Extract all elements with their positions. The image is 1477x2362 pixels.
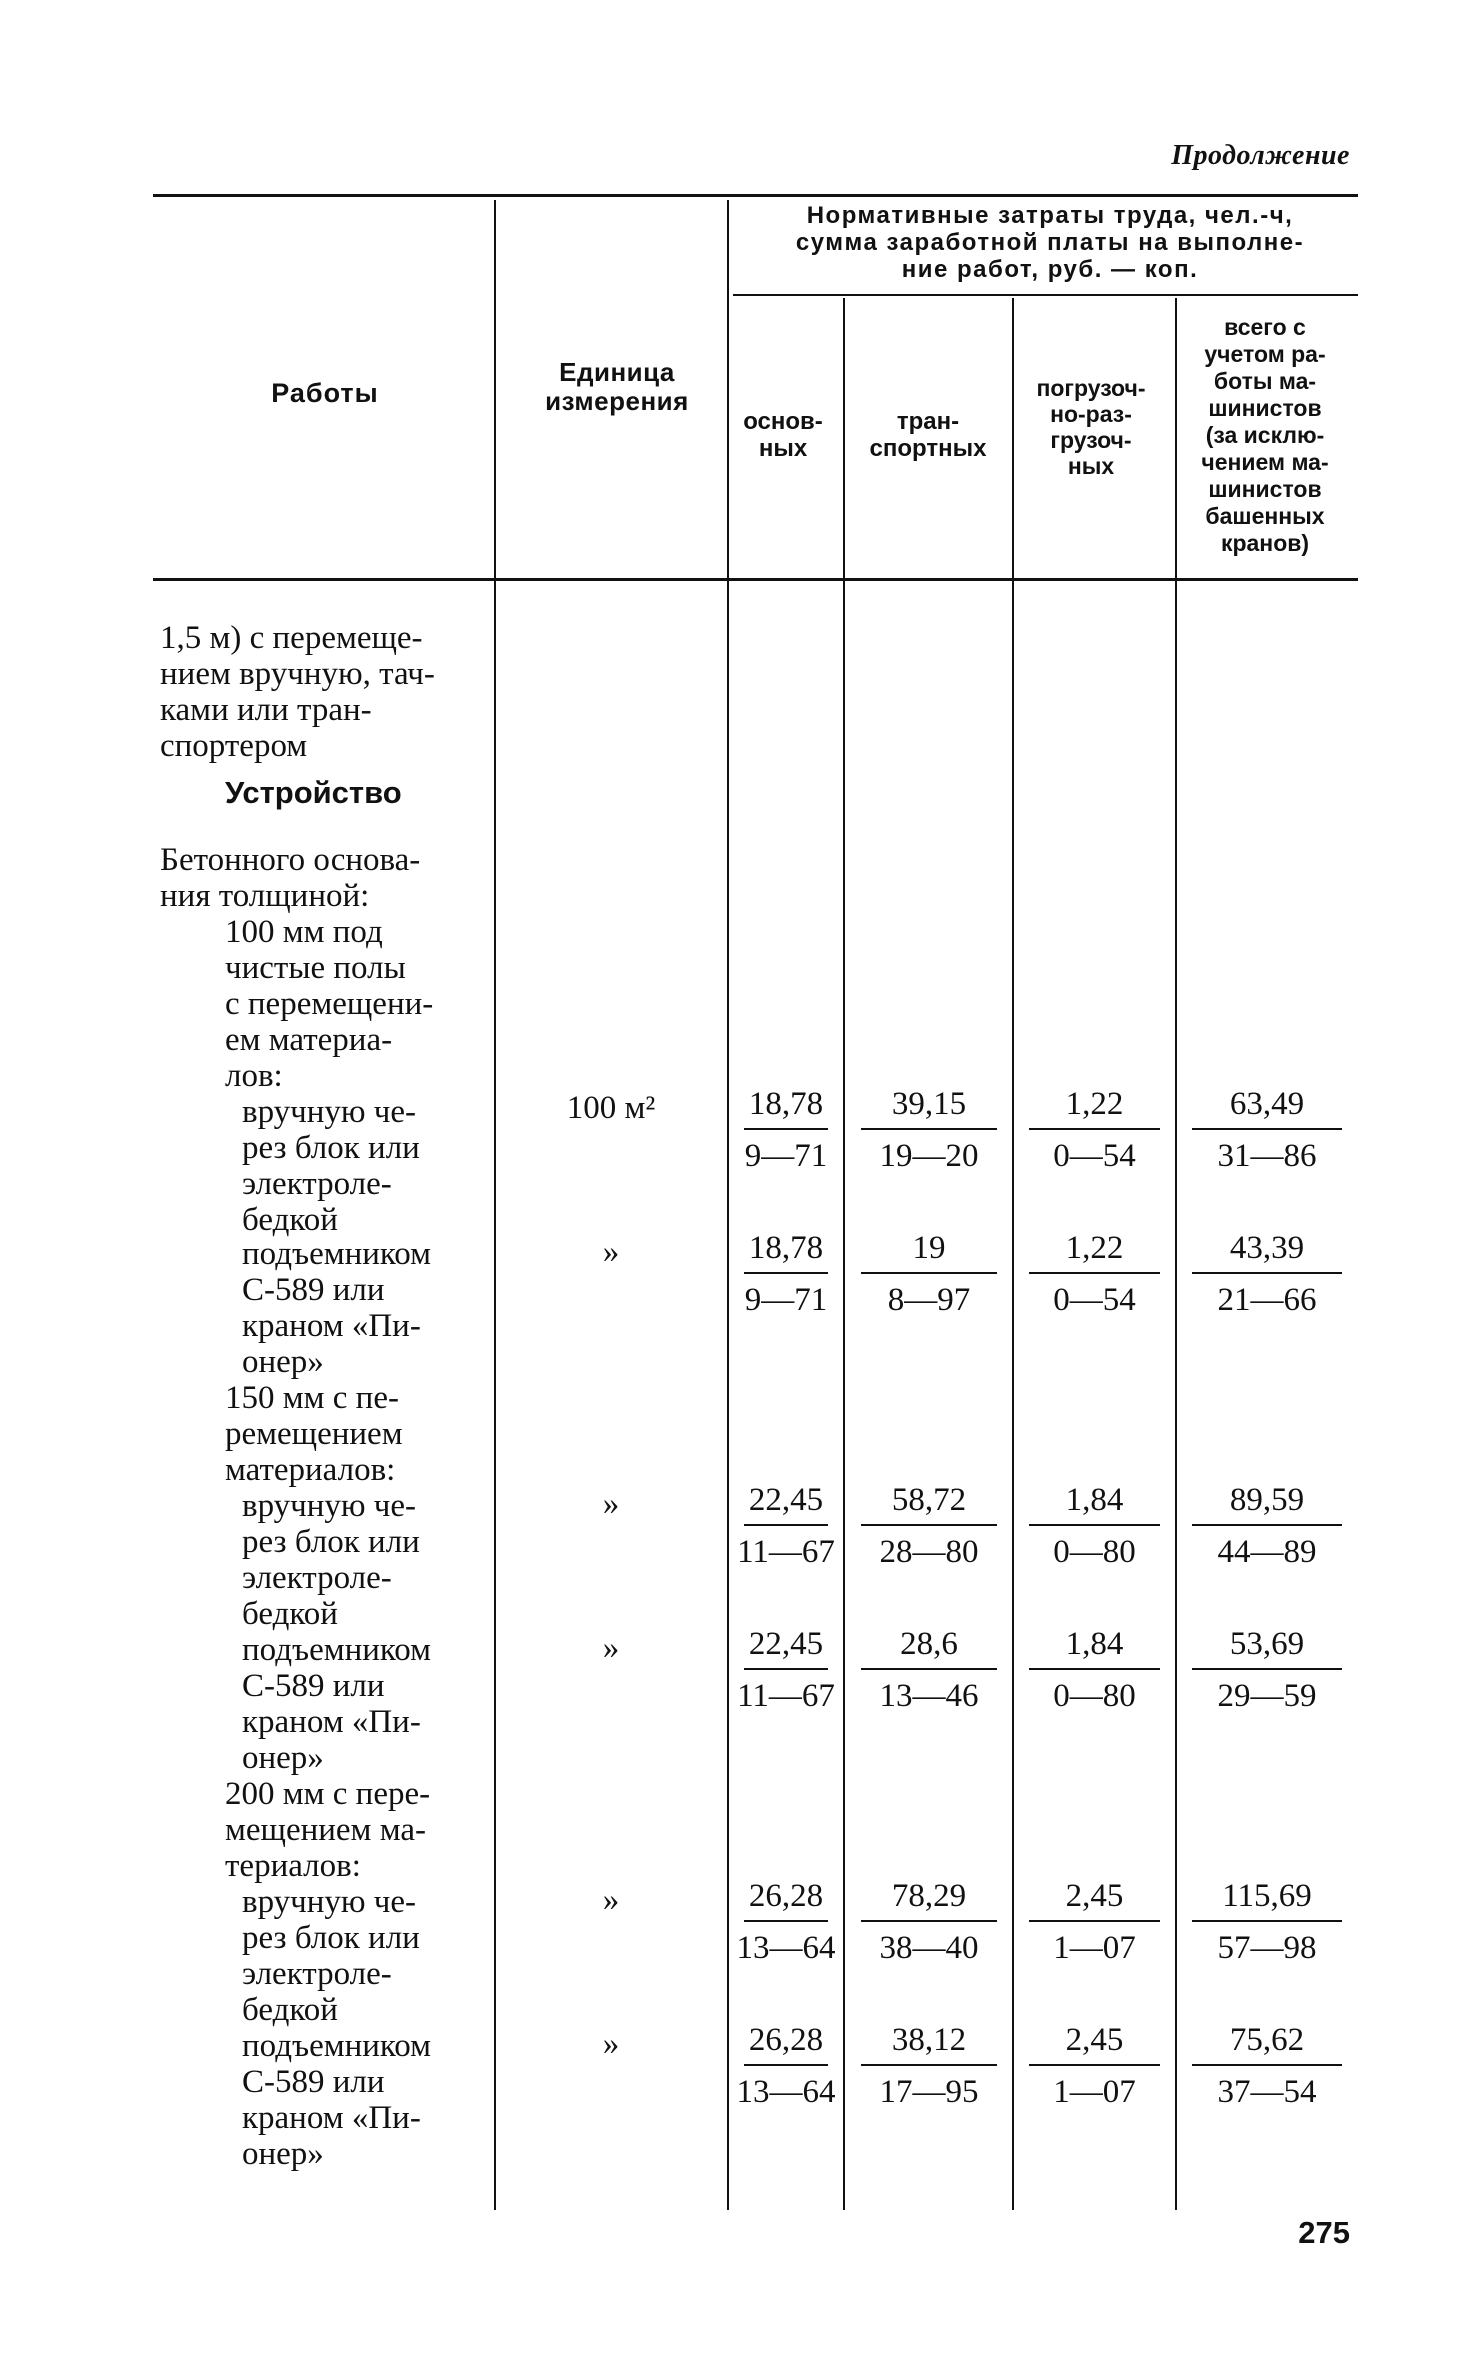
fraction-bar [744, 1524, 828, 1526]
fraction-bar [744, 1128, 828, 1130]
value-denominator: 57—98 [1217, 1930, 1317, 1966]
header-bottom-rule [153, 578, 1358, 581]
value-numerator: 19 [912, 1230, 946, 1266]
fraction-bar [861, 1272, 997, 1274]
main-cost-cell [729, 1228, 843, 1320]
main-cost-cell [729, 1084, 843, 1176]
header-transport: тран- спортных [869, 408, 987, 462]
fraction-bar [1192, 2064, 1342, 2066]
row-work-label: вручную че- рез блок или электроле- бедкой [242, 1094, 420, 1238]
value-numerator: 26,28 [748, 2022, 824, 2058]
unit-cell: » [602, 2026, 620, 2062]
transport-cost-cell [846, 1876, 1012, 1968]
fraction-bar [1192, 1524, 1342, 1526]
value-numerator: 22,45 [748, 1626, 824, 1662]
row-work-label: вручную че- рез блок или электроле- бедкой [242, 1488, 420, 1632]
value-numerator: 1,22 [1065, 1086, 1124, 1122]
value-numerator: 18,78 [748, 1230, 824, 1266]
total-cost-cell [1177, 1228, 1357, 1320]
loading-cost-cell [1014, 1624, 1175, 1716]
value-denominator: 38—40 [879, 1930, 979, 1966]
table-top-rule [153, 194, 1358, 197]
value-denominator: 13—64 [736, 1930, 836, 1966]
value-numerator: 75,62 [1229, 2022, 1305, 2058]
value-numerator: 22,45 [748, 1482, 824, 1518]
value-numerator: 38,12 [891, 2022, 967, 2058]
value-numerator: 63,49 [1229, 1086, 1305, 1122]
unit-cell: » [602, 1882, 620, 1918]
fraction-bar [1029, 1524, 1160, 1526]
value-denominator: 11—67 [737, 1534, 835, 1570]
value-numerator: 1,84 [1065, 1626, 1124, 1662]
loading-cost-cell [1014, 1876, 1175, 1968]
fraction-bar [1192, 1128, 1342, 1130]
unit-cell: » [602, 1234, 620, 1270]
value-denominator: 8—97 [887, 1282, 971, 1318]
unit-cell: » [602, 1630, 620, 1666]
fraction-bar [1192, 1272, 1342, 1274]
value-numerator: 18,78 [748, 1086, 824, 1122]
row-work-label: подъемником С-589 или краном «Пи- онер» [242, 2028, 432, 2172]
value-denominator: 44—89 [1217, 1534, 1317, 1570]
main-cost-cell [729, 2020, 843, 2112]
value-denominator: 17—95 [879, 2074, 979, 2110]
value-denominator: 19—20 [879, 1138, 979, 1174]
fraction-bar [1192, 1920, 1342, 1922]
base-text: Бетонного основа- ния толщиной: [160, 842, 421, 914]
loading-cost-cell [1014, 1480, 1175, 1572]
column-divider-3 [843, 298, 845, 2210]
value-numerator: 43,39 [1229, 1230, 1305, 1266]
transport-cost-cell [846, 1480, 1012, 1572]
header-norm-underline [733, 294, 1358, 296]
value-denominator: 0—54 [1053, 1138, 1136, 1174]
total-cost-cell [1177, 1876, 1357, 1968]
value-numerator: 89,59 [1229, 1482, 1305, 1518]
transport-cost-cell [846, 2020, 1012, 2112]
row-work-label: подъемником С-589 или краном «Пи- онер» [242, 1632, 432, 1776]
value-numerator: 28,6 [900, 1626, 958, 1662]
value-denominator: 11—67 [737, 1678, 835, 1714]
value-denominator: 21—66 [1217, 1282, 1317, 1318]
fraction-bar [861, 1668, 997, 1670]
value-numerator: 26,28 [748, 1878, 824, 1914]
value-numerator: 115,69 [1222, 1878, 1312, 1914]
value-denominator: 9—71 [744, 1138, 828, 1174]
value-numerator: 2,45 [1065, 2022, 1124, 2058]
value-denominator: 9—71 [744, 1282, 828, 1318]
header-norm: Нормативные затраты труда, чел.-ч, сумма заработной платы на выполне- ние работ, руб. — коп. [795, 202, 1305, 283]
group-title-100mm: 100 мм под чистые полы с перемещени- ем материа- лов: [225, 914, 434, 1094]
loading-cost-cell [1014, 1084, 1175, 1176]
value-numerator: 1,22 [1065, 1230, 1124, 1266]
value-denominator: 0—80 [1053, 1678, 1136, 1714]
fraction-bar [744, 1920, 828, 1922]
group-title-200mm: 200 мм с пере- мещением ма- териалов: [225, 1776, 431, 1884]
page-number: 275 [1298, 2215, 1350, 2250]
fraction-bar [861, 1524, 997, 1526]
fraction-bar [861, 1920, 997, 1922]
transport-cost-cell [846, 1228, 1012, 1320]
value-denominator: 0—54 [1053, 1282, 1136, 1318]
total-cost-cell [1177, 1624, 1357, 1716]
value-denominator: 0—80 [1053, 1534, 1136, 1570]
value-numerator: 2,45 [1065, 1878, 1124, 1914]
value-denominator: 13—64 [736, 2074, 836, 2110]
total-cost-cell [1177, 2020, 1357, 2112]
transport-cost-cell [846, 1084, 1012, 1176]
value-numerator: 53,69 [1229, 1626, 1305, 1662]
fraction-bar [1029, 2064, 1160, 2066]
fraction-bar [744, 2064, 828, 2066]
unit-cell: » [602, 1486, 620, 1522]
row-work-label: вручную че- рез блок или электроле- бедкой [242, 1884, 420, 2028]
fraction-bar [1029, 1128, 1160, 1130]
fraction-bar [1192, 1668, 1342, 1670]
continuation-note: Продолжение [1171, 140, 1350, 171]
header-works: Работы [271, 378, 379, 408]
header-total: всего с учетом ра- боты ма- шинистов (за исклю- чением ма- шинистов башенных кранов) [1201, 314, 1329, 556]
total-cost-cell [1177, 1480, 1357, 1572]
value-numerator: 78,29 [891, 1878, 967, 1914]
intro-text: 1,5 м) с перемеще- нием вручную, тач- ками или тран- спортером [160, 620, 435, 764]
loading-cost-cell [1014, 1228, 1175, 1320]
group-title-150mm: 150 мм с пе- ремещением материалов: [225, 1380, 403, 1488]
value-denominator: 28—80 [879, 1534, 979, 1570]
value-denominator: 37—54 [1217, 2074, 1317, 2110]
value-denominator: 1—07 [1053, 1930, 1136, 1966]
fraction-bar [861, 1128, 997, 1130]
value-numerator: 39,15 [891, 1086, 967, 1122]
fraction-bar [1029, 1668, 1160, 1670]
value-denominator: 29—59 [1217, 1678, 1317, 1714]
header-main: основ- ных [743, 408, 823, 462]
row-work-label: подъемником С-589 или краном «Пи- онер» [242, 1236, 432, 1380]
header-unit: Единица измерения [545, 357, 689, 416]
fraction-bar [1029, 1920, 1160, 1922]
total-cost-cell [1177, 1084, 1357, 1176]
value-numerator: 1,84 [1065, 1482, 1124, 1518]
fraction-bar [861, 2064, 997, 2066]
fraction-bar [744, 1272, 828, 1274]
value-numerator: 58,72 [891, 1482, 967, 1518]
fraction-bar [1029, 1272, 1160, 1274]
main-cost-cell [729, 1480, 843, 1572]
main-cost-cell [729, 1876, 843, 1968]
section-heading: Устройство [225, 775, 402, 810]
value-denominator: 13—46 [879, 1678, 979, 1714]
main-cost-cell [729, 1624, 843, 1716]
transport-cost-cell [846, 1624, 1012, 1716]
value-denominator: 31—86 [1217, 1138, 1317, 1174]
loading-cost-cell [1014, 2020, 1175, 2112]
header-loading: погрузоч- но-раз- грузоч- ных [1036, 375, 1146, 479]
fraction-bar [744, 1668, 828, 1670]
value-denominator: 1—07 [1053, 2074, 1136, 2110]
unit-cell: 100 м² [566, 1090, 656, 1126]
